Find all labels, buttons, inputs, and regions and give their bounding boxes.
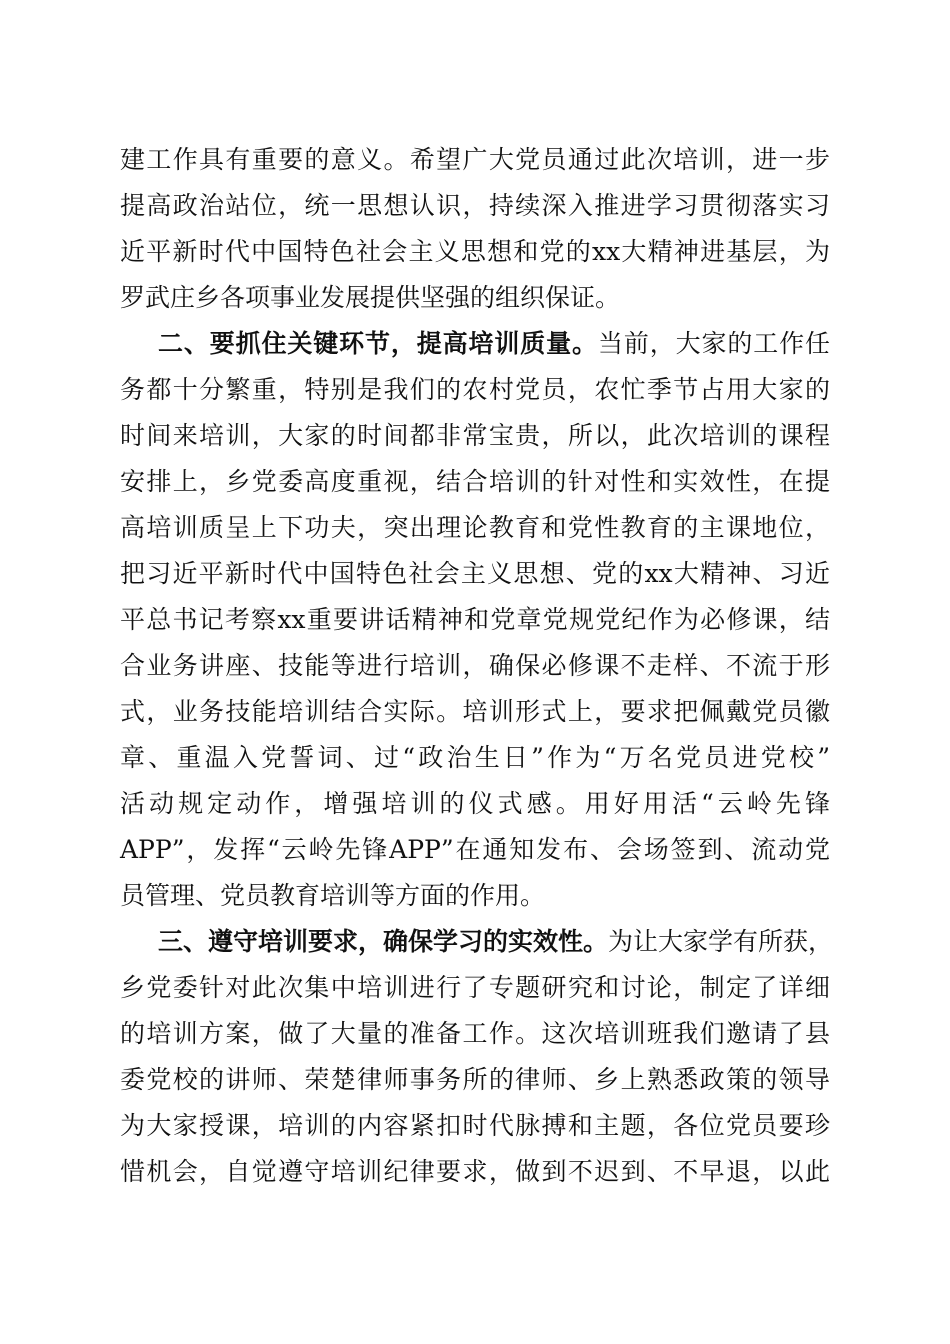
paragraph-line: 员管理、党员教育培训等方面的作用。 bbox=[120, 881, 546, 910]
section-first-line bbox=[158, 324, 830, 364]
paragraph-line: 提高政治站位，统一思想认识，持续深入推进学习贯彻落实习 bbox=[120, 191, 830, 220]
paragraph-line: 时间来培训，大家的时间都非常宝贵，所以，此次培训的课程 bbox=[120, 421, 830, 450]
paragraph-line: 的培训方案，做了大量的准备工作。这次培训班我们邀请了县 bbox=[120, 1019, 830, 1048]
paragraph-line: 式，业务技能培训结合实际。培训形式上，要求把佩戴党员徽 bbox=[120, 697, 830, 726]
paragraph-line: 委党校的讲师、荣楚律师事务所的律师、乡上熟悉政策的领导 bbox=[120, 1065, 830, 1094]
paragraph-line: 平总书记考察xx重要讲话精神和党章党规党纪作为必修课，结 bbox=[120, 605, 830, 634]
paragraph-line: 务都十分繁重，特别是我们的农村党员，农忙季节占用大家的 bbox=[120, 375, 830, 404]
paragraph-line: 合业务讲座、技能等进行培训，确保必修课不走样、不流于形 bbox=[120, 651, 830, 680]
section-first-line-text: 当前，大家的工作任 bbox=[597, 329, 830, 358]
paragraph-line: 罗武庄乡各项事业发展提供坚强的组织保证。 bbox=[120, 283, 621, 312]
paragraph-line: 为大家授课，培训的内容紧扣时代脉搏和主题，各位党员要珍 bbox=[120, 1111, 830, 1140]
paragraph-line: 建工作具有重要的意义。希望广大党员通过此次培训，进一步 bbox=[120, 145, 830, 174]
section-first-line-text: 为让大家学有所获， bbox=[608, 927, 834, 956]
paragraph-line: 乡党委针对此次集中培训进行了专题研究和讨论，制定了详细 bbox=[120, 973, 830, 1002]
section-first-line bbox=[158, 922, 834, 962]
paragraph-line: 近平新时代中国特色社会主义思想和党的xx大精神进基层，为 bbox=[120, 237, 830, 266]
section-heading: 三、遵守培训要求，确保学习的实效性。 bbox=[158, 927, 609, 956]
paragraph-line: 高培训质呈上下功夫，突出理论教育和党性教育的主课地位， bbox=[120, 513, 830, 542]
section-heading: 二、要抓住关键环节，提高培训质量。 bbox=[158, 329, 598, 358]
paragraph-line: 把习近平新时代中国特色社会主义思想、党的xx大精神、习近 bbox=[120, 559, 830, 588]
paragraph-line: 活动规定动作，增强培训的仪式感。用好用活“云岭先锋 bbox=[120, 789, 830, 818]
paragraph-line: 惜机会，自觉遵守培训纪律要求，做到不迟到、不早退，以此 bbox=[120, 1157, 830, 1186]
paragraph-line: 安排上，乡党委高度重视，结合培训的针对性和实效性，在提 bbox=[120, 467, 830, 496]
paragraph-line: APP”，发挥“云岭先锋APP”在通知发布、会场签到、流动党 bbox=[120, 835, 830, 864]
paragraph-line: 章、重温入党誓词、过“政治生日”作为“万名党员进党校” bbox=[120, 743, 830, 772]
